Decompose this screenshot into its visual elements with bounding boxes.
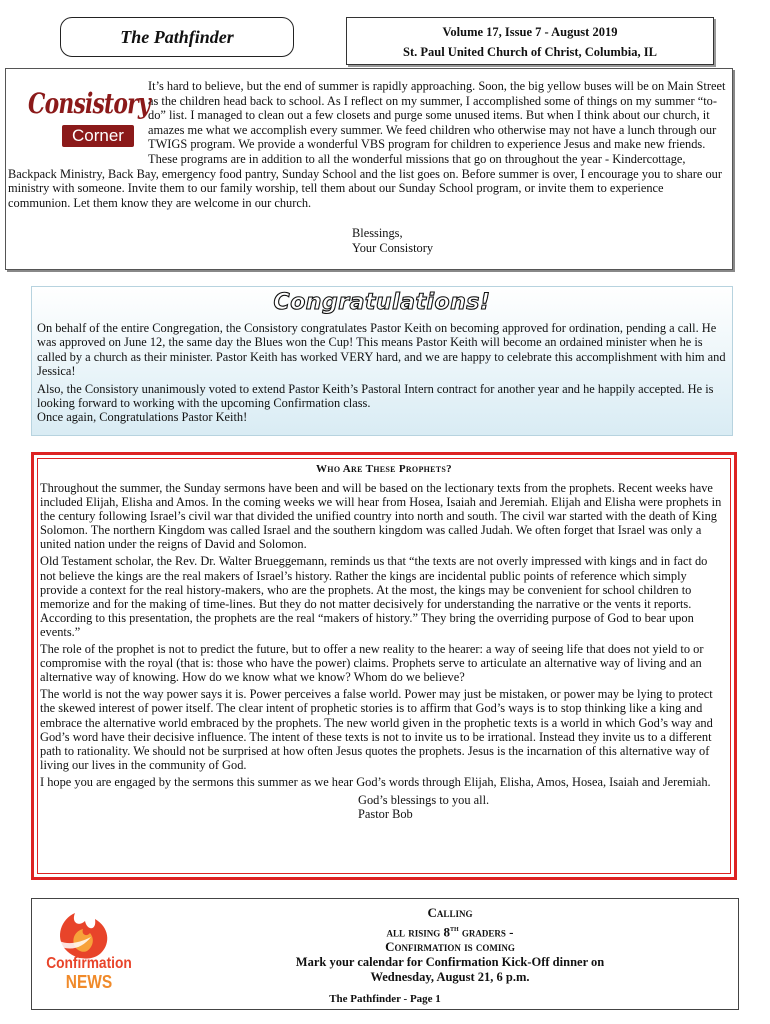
confirmation-news-logo	[35, 901, 143, 999]
confirmation-text	[162, 905, 738, 986]
confirmation-line-4: Mark your calendar for Confirmation Kick-Off dinner on	[295, 954, 605, 969]
consistory-signoff	[352, 226, 433, 256]
congratulations-paragraph-1: On behalf of the entire Congregation, the Consistory congratulates Pastor Keith on becoming approved for ordination, pending a call. He was approved on June 12, the same day the Blues won the Cup! This means Pastor Keith will become an ordained minister when he is called by a church as their minister. Pastor Keith has worked VERY hard, and we are happy to celebrate this accomplishment with him and Jessica!	[37, 321, 726, 379]
prophets-heading: Who Are These Prophets?	[316, 463, 452, 475]
prophets-paragraph-1: Throughout the summer, the Sunday sermons have been and will be based on the lectionary texts from the prophets. Recent weeks have included Elijah, Elisha and Amos. In the coming weeks we will hear from Hosea, Isaiah and Jeremiah. Elijah and Elisha were prophets in the century following Israel’s civil war that divided the unified country into north and south. The civil war started with the death of King Solomon. The northern Kingdom was called Israel and the southern kingdom was called Judah. We often forget that Israel was only a united nation under the reigns of David and Solomon.	[40, 481, 722, 552]
issue-info-box	[346, 17, 714, 65]
congratulations-body	[37, 321, 728, 428]
congratulations-paragraph-3: Once again, Congratulations Pastor Keith!	[37, 410, 248, 425]
consistory-signature: Your Consistory	[352, 241, 434, 255]
prophets-paragraph-5: I hope you are engaged by the sermons this summer as we hear God’s words through Elijah, Elisha, Amos, Hosea, Isaiah and Jeremiah.	[40, 774, 711, 789]
prophets-closing: God’s blessings to you all.	[358, 792, 490, 807]
prophets-paragraph-2: Old Testament scholar, the Rev. Dr. Walter Brueggemann, reminds us that “the texts are not overly impressed with kings and in fact do not believe the kings are the real makers of Israel’s history. Rather the kings are incidental public points of reference which simply provide a context for the real history-makers, who are the prophets. At the most, the kings may be convenient for school children to memorize and for the making of time-lines. But they do not matter decisively for understanding the narrative or the vents it reports. According to this presentation, the prophets are the real “makers of history.” They bring the overriding purpose of God to bear upon events.”	[40, 554, 708, 639]
prophets-section	[31, 452, 737, 880]
prophets-body	[40, 481, 726, 821]
church-line: St. Paul United Church of Christ, Columbia, IL	[403, 45, 657, 59]
confirmation-line-1: Calling	[427, 905, 473, 920]
congratulations-paragraph-2: Also, the Consistory unanimously voted to extend Pastor Keith’s Pastoral Intern contract for another year and he happily accepted. He is looking forward to working with the upcoming Confirmation class.	[37, 381, 714, 411]
congratulations-section	[31, 286, 733, 436]
confirmation-line-2	[162, 921, 738, 940]
page-footer: The Pathfinder - Page 1	[329, 993, 441, 1005]
confirmation-line-2-post: graders -	[458, 923, 514, 939]
issue-line: Volume 17, Issue 7 - August 2019	[442, 25, 618, 39]
prophets-paragraph-3: The role of the prophet is not to predict the future, but to offer a new reality to the hearer: a way of seeing life that does not yield to or compromise with the royal (that is: those who have the power) claims. Prophets serve to articulate an alternative way of living and an alternative way of knowing. How do we know what we know? Whom do we believe?	[40, 642, 704, 685]
consistory-corner-section	[5, 68, 733, 270]
consistory-corner-logo	[28, 87, 150, 157]
confirmation-logo-word: Confirmation	[46, 955, 132, 972]
corner-logo-word: Corner	[62, 125, 134, 147]
confirmation-line-2-pre: all rising 8	[386, 923, 450, 939]
consistory-logo-word: Consistory	[28, 87, 150, 120]
prophets-signature: Pastor Bob	[358, 807, 413, 822]
confirmation-line-3: Confirmation is coming	[385, 939, 515, 955]
confirmation-line-2-sup: th	[450, 923, 459, 933]
consistory-paragraph: It’s hard to believe, but the end of summer is rapidly approaching. Soon, the big yellow buses will be on Main Street as the children head back to school. As I reflect on my summer, I accomplished some of things on my summer “to-do” list. I managed to clean out a few closets and purge some unused items. But when I think about our church, it amazes me what we accomplish every summer. We feed children who otherwise may not have a lunch through our TWIGS program. We provide a wonderful VBS program for children to experience Jesus and make new friends. These programs are in addition to all the wonderful missions that go on throughout the year - Kindercottage, Backpack Ministry, Back Bay, emergency food pantry, Sunday School and the list goes on. Before summer is over, I encourage you to share our ministry with someone. Invite them to our family worship, tell them about our Sunday School program, or invite them to experience communion. Let them know they are welcome in our church.	[8, 79, 726, 210]
newsletter-title-box	[60, 17, 294, 57]
newsletter-title: The Pathfinder	[120, 26, 234, 47]
prophets-paragraph-4: The world is not the way power says it is. Power perceives a false world. Power may just be mistaken, or power may be lying to protect the skewed interest of power itself. The clear intent of prophetic stories is to affirm that God’s ways is to stop thinking like a king and embrace the alternative world embraced by the prophets. The new world given in the prophetic texts is a world in which God’s way and God’s word have their decisive influence. The intent of these texts is not to invite us to be irrational. Instead they invite us to a different path to rationality. We should not be surprised at how often Jesus quotes the prophets. Jesus is the incarnation of this alternative way of living our lives in the community of God.	[40, 687, 713, 772]
news-logo-word: NEWS	[65, 972, 113, 992]
consistory-closing: Blessings,	[352, 226, 403, 240]
congratulations-heading: Congratulations!	[273, 290, 491, 315]
confirmation-line-5: Wednesday, August 21, 6 p.m.	[370, 970, 530, 985]
